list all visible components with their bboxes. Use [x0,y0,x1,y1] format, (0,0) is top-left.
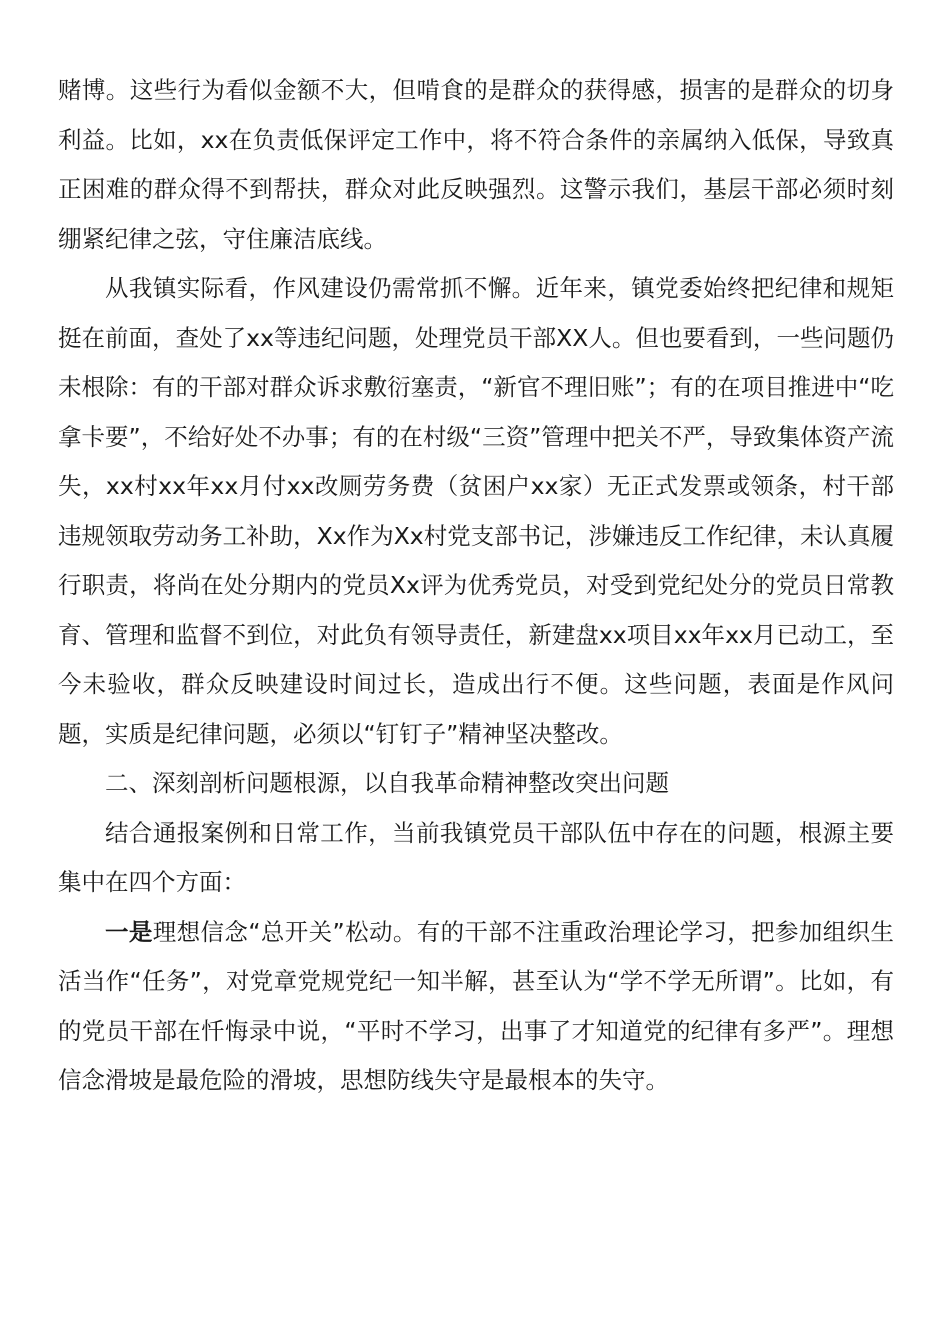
section-heading: 二、深刻剖析问题根源，以自我革命精神整改突出问题 [105,769,669,797]
paragraph-1: 赌博。这些行为看似金额不大，但啃食的是群众的获得感，损害的是群众的切身利益。比如，xx在负责低保评定工作中，将不符合条件的亲属纳入低保，导致真正困难的群众得不到帮扶，群众对此反映强烈。这警示我们，基层干部必须时刻绷紧纪律之弦，守住廉洁底线。 [58,76,894,253]
paragraph-4-text: 理想信念“总开关”松动。有的干部不注重政治理论学习，把参加组织生活当作“任务”，对党章党规党纪一知半解，甚至认为“学不学无所谓”。比如，有的党员干部在忏悔录中说，“平时不学习，出事了才知道党的纪律有多严”。理想信念滑坡是最危险的滑坡，思想防线失守是最根本的失守。 [58,917,895,1094]
paragraph-4-lead: 一是 [105,917,153,946]
paragraph-4 [58,908,894,1106]
document-body [58,66,894,1106]
paragraph-3: 结合通报案例和日常工作，当前我镇党员干部队伍中存在的问题，根源主要集中在四个方面： [58,818,894,896]
paragraph-2: 从我镇实际看，作风建设仍需常抓不懈。近年来，镇党委始终把纪律和规矩挺在前面，查处了xx等违纪问题，处理党员干部XX人。但也要看到，一些问题仍未根除：有的干部对群众诉求敷衍塞责，“新官不理旧账”；有的在项目推进中“吃拿卡要”，不给好处不办事；有的在村级“三资”管理中把关不严，导致集体资产流失，xx村xx年xx月付xx改厕劳务费（贫困户xx家）无正式发票或领条，村干部违规领取劳动务工补助，Xx作为Xx村党支部书记，涉嫌违反工作纪律，未认真履行职责，将尚在处分期内的党员Xx评为优秀党员，对受到党纪处分的党员日常教育、管理和监督不到位，对此负有领导责任，新建盘xx项目xx年xx月已动工，至今未验收，群众反映建设时间过长，造成出行不便。这些问题，表面是作风问题，实质是纪律问题，必须以“钉钉子”精神坚决整改。 [58,274,894,748]
